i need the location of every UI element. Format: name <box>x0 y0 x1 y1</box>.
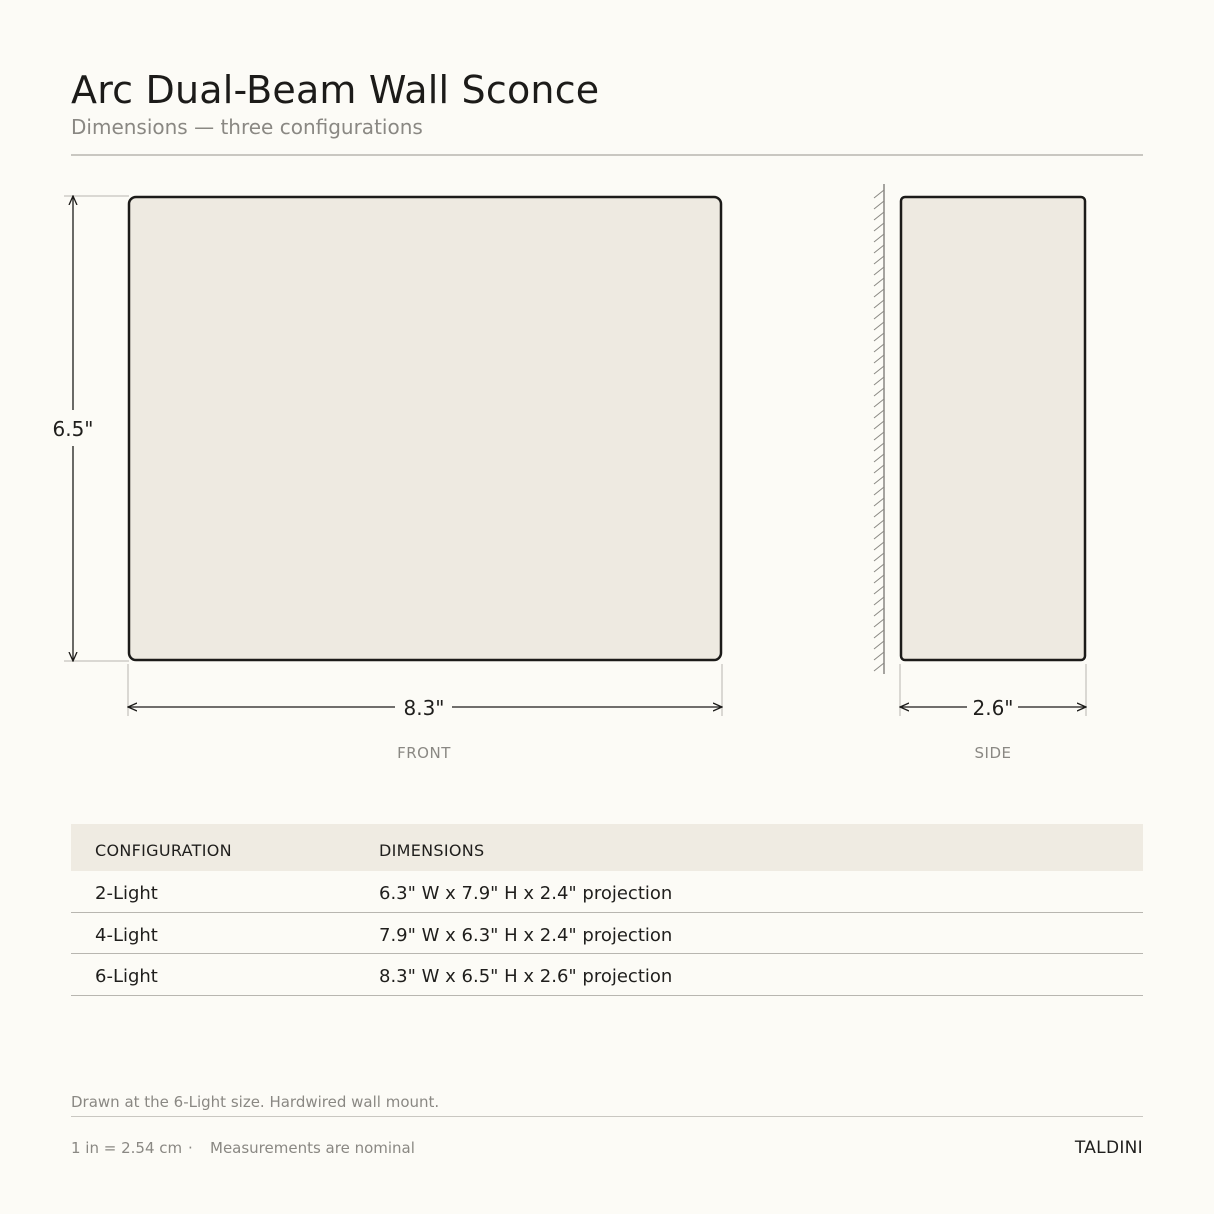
height-label: 6.5" <box>52 417 94 441</box>
wall-hatch-tick <box>874 498 884 506</box>
wall-hatch-tick <box>874 509 884 517</box>
wall-hatch-tick <box>874 322 884 330</box>
wall-hatch-tick <box>874 300 884 308</box>
wall-hatch-tick <box>874 399 884 407</box>
wall-hatch-tick <box>874 586 884 594</box>
wall-hatch-tick <box>874 410 884 418</box>
wall-hatch-tick <box>874 245 884 253</box>
wall-hatch-tick <box>874 608 884 616</box>
wall-hatch-tick <box>874 355 884 363</box>
table-row <box>71 913 1143 955</box>
wall-hatch-tick <box>874 630 884 638</box>
row-configuration: 2-Light <box>95 883 158 904</box>
wall-hatch-tick <box>874 201 884 209</box>
page-subtitle: Dimensions — three configurations <box>71 115 423 139</box>
wall-hatch-tick <box>874 256 884 264</box>
table-header <box>71 824 1143 871</box>
wall-hatch-tick <box>874 454 884 462</box>
row-dimensions: 7.9" W x 6.3" H x 2.4" projection <box>379 924 673 946</box>
wall-hatch-tick <box>874 311 884 319</box>
wall-hatch-tick <box>874 443 884 451</box>
wall-hatch-tick <box>874 619 884 627</box>
side-view-label: SIDE <box>974 744 1012 762</box>
depth-label: 2.6" <box>972 696 1014 720</box>
footer-divider <box>71 1116 1143 1117</box>
wall-hatch <box>874 184 884 674</box>
wall-hatch-tick <box>874 190 884 198</box>
wall-hatch-tick <box>874 388 884 396</box>
row-dimensions: 6.3" W x 7.9" H x 2.4" projection <box>379 883 673 904</box>
column-header-dimensions: DIMENSIONS <box>379 841 485 860</box>
nominal-note: Measurements are nominal <box>210 1139 415 1157</box>
wall-hatch-tick <box>874 267 884 275</box>
table-row <box>71 871 1143 913</box>
brand-logo: TALDINI <box>1074 1138 1143 1158</box>
wall-hatch-tick <box>874 531 884 539</box>
unit-conversion: 1 in = 2.54 cm <box>71 1139 183 1157</box>
wall-hatch-tick <box>874 223 884 231</box>
wall-hatch-tick <box>874 542 884 550</box>
width-label: 8.3" <box>403 696 445 720</box>
row-configuration: 6-Light <box>95 966 158 987</box>
wall-hatch-tick <box>874 663 884 671</box>
wall-hatch-tick <box>874 333 884 341</box>
table-row <box>71 954 1143 996</box>
wall-hatch-tick <box>874 652 884 660</box>
front-view-label: FRONT <box>397 744 451 762</box>
wall-hatch-tick <box>874 432 884 440</box>
front-view-body <box>129 197 721 660</box>
wall-hatch-tick <box>874 366 884 374</box>
wall-hatch-tick <box>874 476 884 484</box>
row-configuration: 4-Light <box>95 924 158 946</box>
wall-hatch-tick <box>874 487 884 495</box>
configuration-table <box>71 824 1143 996</box>
wall-hatch-tick <box>874 564 884 572</box>
wall-hatch-tick <box>874 212 884 220</box>
footer-separator: · <box>188 1139 193 1157</box>
wall-hatch-tick <box>874 553 884 561</box>
wall-hatch-tick <box>874 377 884 385</box>
row-dimensions: 8.3" W x 6.5" H x 2.6" projection <box>379 966 673 987</box>
wall-hatch-tick <box>874 278 884 286</box>
wall-hatch-tick <box>874 234 884 242</box>
wall-hatch-tick <box>874 641 884 649</box>
wall-hatch-tick <box>874 289 884 297</box>
side-view-body <box>901 197 1085 660</box>
wall-hatch-tick <box>874 520 884 528</box>
page-title: Arc Dual-Beam Wall Sconce <box>71 68 600 112</box>
wall-hatch-tick <box>874 575 884 583</box>
wall-hatch-tick <box>874 465 884 473</box>
wall-hatch-tick <box>874 344 884 352</box>
wall-hatch-tick <box>874 421 884 429</box>
wall-hatch-tick <box>874 597 884 605</box>
drawing-note: Drawn at the 6-Light size. Hardwired wall mount. <box>71 1093 440 1111</box>
column-header-configuration: CONFIGURATION <box>95 841 232 860</box>
